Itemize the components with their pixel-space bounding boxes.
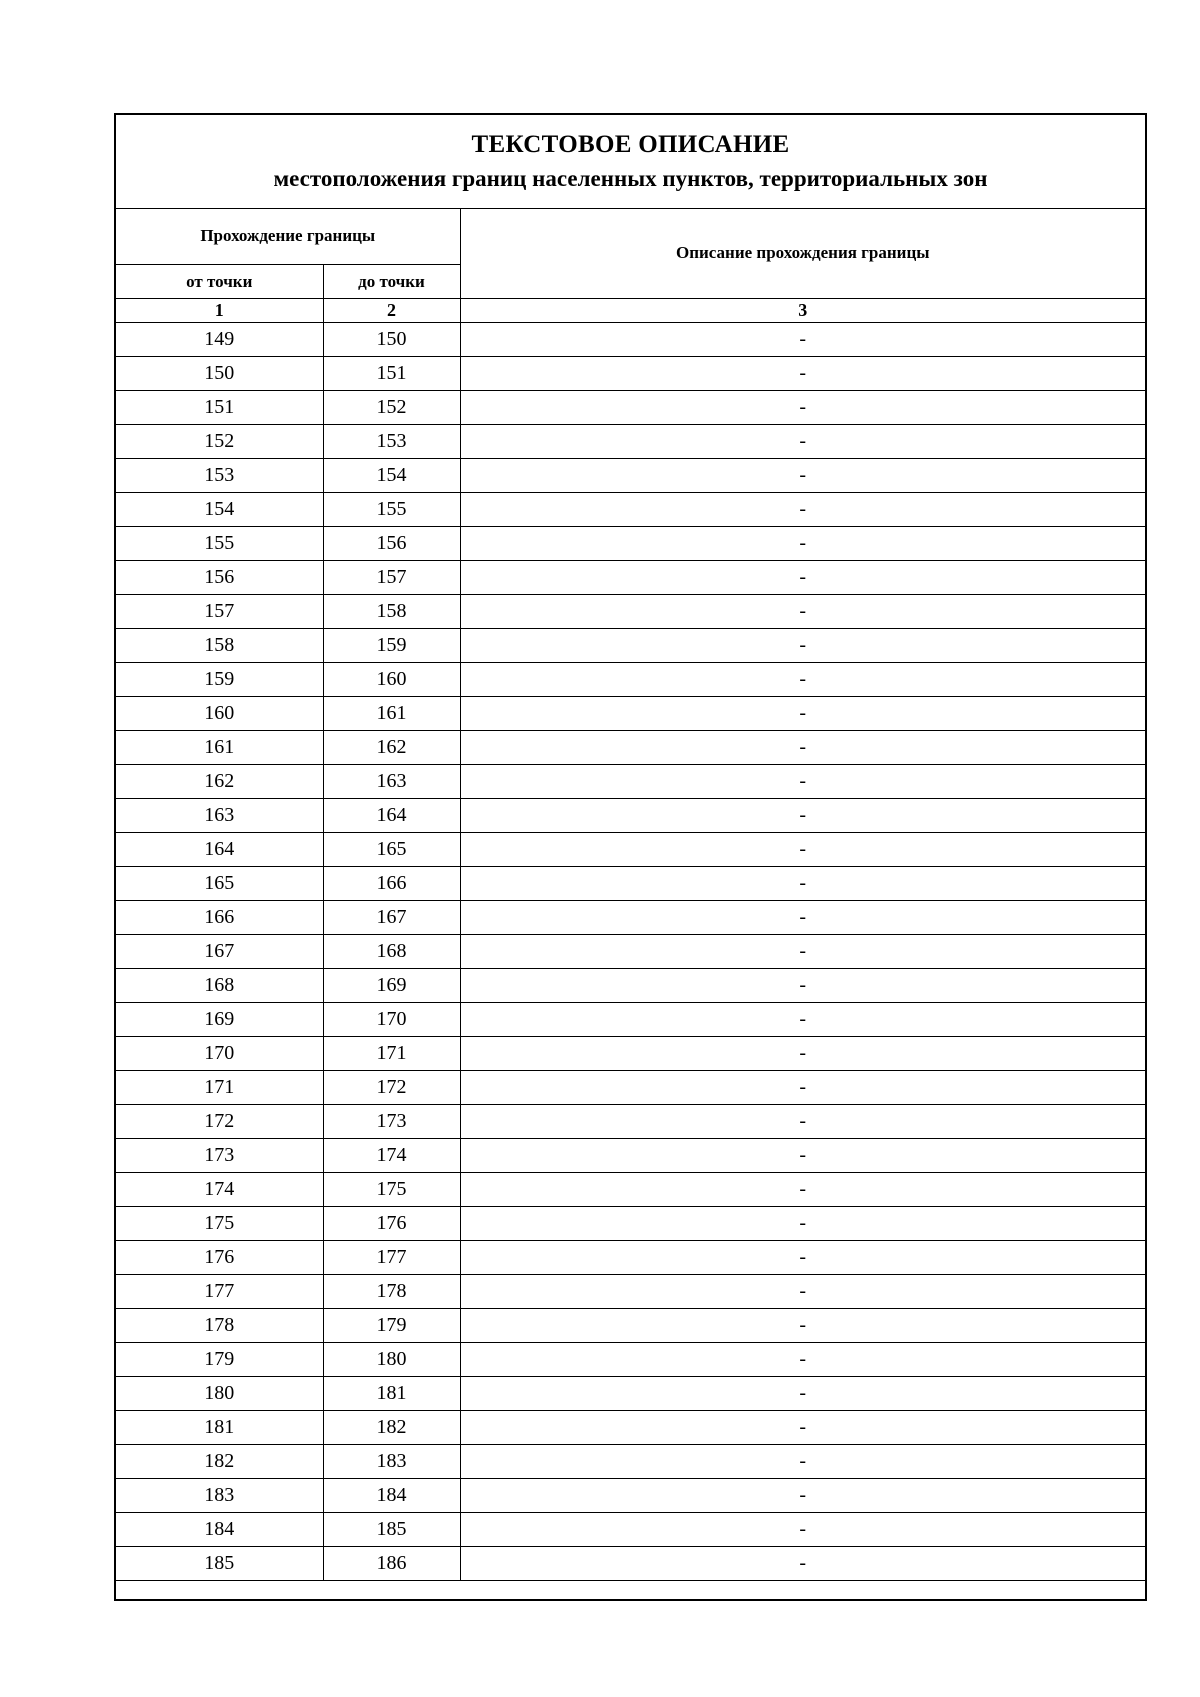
- cell-from-point: 163: [116, 799, 323, 833]
- table-row: [116, 1003, 1145, 1037]
- cell-description: -: [460, 459, 1145, 493]
- table-row: [116, 629, 1145, 663]
- cell-from-point: 177: [116, 1275, 323, 1309]
- cell-from-point: 160: [116, 697, 323, 731]
- document-frame: [114, 113, 1147, 1601]
- cell-from-point: 185: [116, 1547, 323, 1581]
- cell-from-point: 165: [116, 867, 323, 901]
- cell-from-point: 166: [116, 901, 323, 935]
- cell-to-point: 167: [323, 901, 460, 935]
- header-from-point: от точки: [116, 265, 323, 299]
- cell-from-point: 154: [116, 493, 323, 527]
- cell-to-point: 163: [323, 765, 460, 799]
- cell-to-point: 170: [323, 1003, 460, 1037]
- table-row: [116, 561, 1145, 595]
- column-number-1: 1: [116, 299, 323, 323]
- cell-from-point: 168: [116, 969, 323, 1003]
- table-row: [116, 765, 1145, 799]
- cell-to-point: 165: [323, 833, 460, 867]
- cell-to-point: 186: [323, 1547, 460, 1581]
- cell-description: -: [460, 1241, 1145, 1275]
- table-row: [116, 1173, 1145, 1207]
- cell-to-point: 157: [323, 561, 460, 595]
- cell-from-point: 173: [116, 1139, 323, 1173]
- cell-to-point: 181: [323, 1377, 460, 1411]
- table-row: [116, 357, 1145, 391]
- cell-to-point: 155: [323, 493, 460, 527]
- cell-description: -: [460, 1547, 1145, 1581]
- cell-to-point: 150: [323, 323, 460, 357]
- cell-to-point: 174: [323, 1139, 460, 1173]
- cell-to-point: 154: [323, 459, 460, 493]
- cell-to-point: 151: [323, 357, 460, 391]
- cell-description: -: [460, 1207, 1145, 1241]
- cell-from-point: 180: [116, 1377, 323, 1411]
- cell-to-point: 175: [323, 1173, 460, 1207]
- cell-to-point: 166: [323, 867, 460, 901]
- table-row: [116, 1479, 1145, 1513]
- cell-from-point: 151: [116, 391, 323, 425]
- cell-to-point: 184: [323, 1479, 460, 1513]
- table-row: [116, 425, 1145, 459]
- table-row: [116, 323, 1145, 357]
- cell-to-point: 164: [323, 799, 460, 833]
- cell-description: -: [460, 1309, 1145, 1343]
- cell-description: -: [460, 765, 1145, 799]
- document-subtitle: местоположения границ населенных пунктов, территориальных зон: [273, 166, 988, 191]
- cell-from-point: 176: [116, 1241, 323, 1275]
- cell-description: -: [460, 731, 1145, 765]
- cell-description: -: [460, 697, 1145, 731]
- cell-description: -: [460, 391, 1145, 425]
- column-number-3: 3: [460, 299, 1145, 323]
- cell-description: -: [460, 595, 1145, 629]
- cell-from-point: 184: [116, 1513, 323, 1547]
- cell-description: -: [460, 1479, 1145, 1513]
- cell-from-point: 164: [116, 833, 323, 867]
- cell-from-point: 158: [116, 629, 323, 663]
- cell-from-point: 170: [116, 1037, 323, 1071]
- table-row: [116, 1139, 1145, 1173]
- table-row: [116, 935, 1145, 969]
- cell-from-point: 149: [116, 323, 323, 357]
- header-to-point: до точки: [323, 265, 460, 299]
- cell-from-point: 182: [116, 1445, 323, 1479]
- table-row: [116, 969, 1145, 1003]
- cell-from-point: 174: [116, 1173, 323, 1207]
- cell-description: -: [460, 799, 1145, 833]
- cell-description: -: [460, 663, 1145, 697]
- cell-description: -: [460, 1411, 1145, 1445]
- cell-from-point: 178: [116, 1309, 323, 1343]
- table-row: [116, 1411, 1145, 1445]
- table-row: [116, 697, 1145, 731]
- table-row: [116, 391, 1145, 425]
- cell-description: -: [460, 1139, 1145, 1173]
- table-row: [116, 731, 1145, 765]
- cell-description: -: [460, 425, 1145, 459]
- table-row: [116, 1105, 1145, 1139]
- cell-to-point: 180: [323, 1343, 460, 1377]
- cell-description: -: [460, 561, 1145, 595]
- cell-to-point: 152: [323, 391, 460, 425]
- table-row: [116, 1377, 1145, 1411]
- cell-to-point: 158: [323, 595, 460, 629]
- cell-description: -: [460, 1037, 1145, 1071]
- cell-from-point: 167: [116, 935, 323, 969]
- table-row: [116, 493, 1145, 527]
- cell-to-point: 169: [323, 969, 460, 1003]
- table-row: [116, 867, 1145, 901]
- cell-description: -: [460, 493, 1145, 527]
- cell-description: -: [460, 1275, 1145, 1309]
- table-row: [116, 901, 1145, 935]
- cell-to-point: 172: [323, 1071, 460, 1105]
- table-row: [116, 1275, 1145, 1309]
- cell-from-point: 150: [116, 357, 323, 391]
- table-row: [116, 833, 1145, 867]
- cell-description: -: [460, 527, 1145, 561]
- cell-from-point: 159: [116, 663, 323, 697]
- cell-from-point: 157: [116, 595, 323, 629]
- cell-to-point: 173: [323, 1105, 460, 1139]
- cell-description: -: [460, 1105, 1145, 1139]
- table-row: [116, 1343, 1145, 1377]
- cell-to-point: 182: [323, 1411, 460, 1445]
- column-number-2: 2: [323, 299, 460, 323]
- cell-from-point: 162: [116, 765, 323, 799]
- cell-from-point: 155: [116, 527, 323, 561]
- cell-description: -: [460, 935, 1145, 969]
- cell-to-point: 153: [323, 425, 460, 459]
- cell-to-point: 168: [323, 935, 460, 969]
- table-row: [116, 1513, 1145, 1547]
- cell-description: -: [460, 1513, 1145, 1547]
- table-row: [116, 799, 1145, 833]
- cell-description: -: [460, 1377, 1145, 1411]
- cell-from-point: 179: [116, 1343, 323, 1377]
- table-row: [116, 1037, 1145, 1071]
- cell-description: -: [460, 867, 1145, 901]
- cell-description: -: [460, 323, 1145, 357]
- table-row: [116, 527, 1145, 561]
- cell-from-point: 175: [116, 1207, 323, 1241]
- cell-to-point: 183: [323, 1445, 460, 1479]
- cell-to-point: 178: [323, 1275, 460, 1309]
- cell-to-point: 162: [323, 731, 460, 765]
- cell-from-point: 153: [116, 459, 323, 493]
- cell-from-point: 156: [116, 561, 323, 595]
- cell-to-point: 171: [323, 1037, 460, 1071]
- cell-description: -: [460, 357, 1145, 391]
- table-row: [116, 1445, 1145, 1479]
- cell-from-point: 161: [116, 731, 323, 765]
- boundary-table: [116, 208, 1145, 1581]
- cell-description: -: [460, 1003, 1145, 1037]
- cell-description: -: [460, 1445, 1145, 1479]
- table-row: [116, 1547, 1145, 1581]
- table-row: [116, 663, 1145, 697]
- table-row: [116, 459, 1145, 493]
- cell-to-point: 179: [323, 1309, 460, 1343]
- cell-description: -: [460, 833, 1145, 867]
- cell-description: -: [460, 969, 1145, 1003]
- cell-from-point: 181: [116, 1411, 323, 1445]
- document-title: ТЕКСТОВОЕ ОПИСАНИЕ: [471, 131, 790, 158]
- cell-to-point: 176: [323, 1207, 460, 1241]
- title-block: [116, 115, 1145, 209]
- cell-to-point: 161: [323, 697, 460, 731]
- table-row: [116, 1207, 1145, 1241]
- cell-description: -: [460, 901, 1145, 935]
- cell-to-point: 156: [323, 527, 460, 561]
- cell-description: -: [460, 1071, 1145, 1105]
- table-row: [116, 1071, 1145, 1105]
- cell-from-point: 152: [116, 425, 323, 459]
- cell-from-point: 183: [116, 1479, 323, 1513]
- header-boundary-passage: Прохождение границы: [116, 208, 460, 265]
- cell-to-point: 185: [323, 1513, 460, 1547]
- cell-to-point: 159: [323, 629, 460, 663]
- table-row: [116, 1241, 1145, 1275]
- header-description: Описание прохождения границы: [460, 208, 1145, 299]
- cell-to-point: 177: [323, 1241, 460, 1275]
- cell-from-point: 169: [116, 1003, 323, 1037]
- cell-from-point: 172: [116, 1105, 323, 1139]
- cell-from-point: 171: [116, 1071, 323, 1105]
- table-row: [116, 1309, 1145, 1343]
- cell-to-point: 160: [323, 663, 460, 697]
- cell-description: -: [460, 1343, 1145, 1377]
- cell-description: -: [460, 1173, 1145, 1207]
- cell-description: -: [460, 629, 1145, 663]
- table-row: [116, 595, 1145, 629]
